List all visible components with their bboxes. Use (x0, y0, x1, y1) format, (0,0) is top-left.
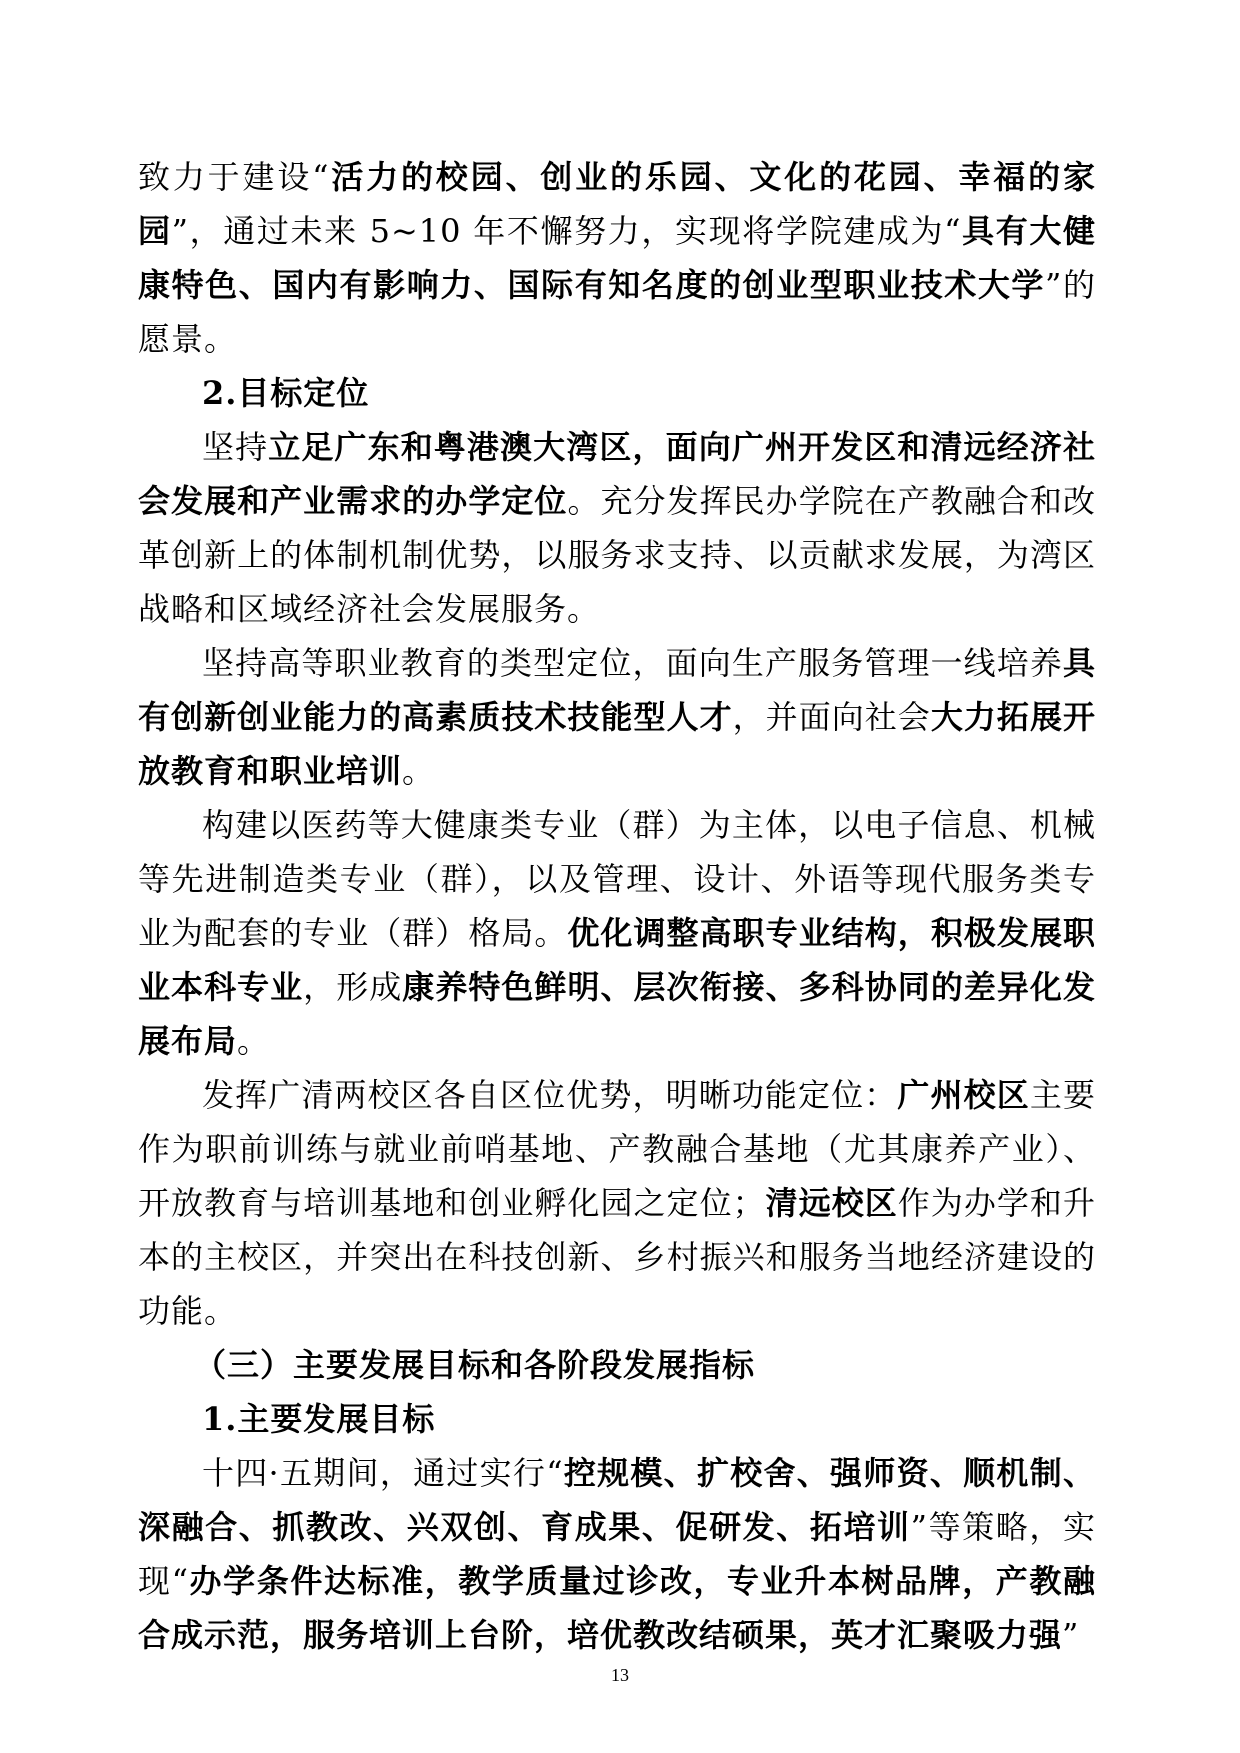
bold-run: 具有大健康特色、国内有影响力、国际有知名度的创业型职业技术大学 (138, 212, 1096, 304)
bold-run: 优化调整高职专业结构，积极发展职业本科专业 (138, 914, 1096, 1006)
positioning-paragraph-3 (138, 798, 1096, 1068)
bold-run: 清远校区 (765, 1184, 898, 1222)
vision-paragraph (138, 150, 1096, 366)
positioning-paragraph-4 (138, 1068, 1096, 1338)
text-run: ” (1062, 1616, 1080, 1654)
text-run: 十四·五期间，通过实行“ (202, 1454, 564, 1492)
body-text (138, 150, 1096, 1662)
text-run: ，形成 (303, 968, 403, 1006)
page-number: 13 (611, 1665, 629, 1685)
text-run: 作为办学和升本的主校区，并突出在科技创新、乡村振兴和服务当地经济建设的功能。 (138, 1184, 1096, 1330)
bold-run: 康养特色鲜明、层次衔接、多科协同的差异化发展布局 (138, 968, 1096, 1060)
text-run: 。 (402, 752, 436, 790)
heading-section-3: （三）主要发展目标和各阶段发展指标 (194, 1346, 756, 1384)
text-run: 坚持 (202, 428, 269, 466)
text-run: 发挥广清两校区各自区位优势，明晰功能定位： (202, 1076, 898, 1114)
text-run: 主要作为职前训练与就业前哨基地、产教融合基地（尤其康养产业）、开放教育与培训基地和创业孵化园之定位； (138, 1076, 1096, 1222)
text-run: 坚持高等职业教育的类型定位，面向生产服务管理一线培养 (202, 644, 1063, 682)
positioning-paragraph-1 (138, 420, 1096, 636)
positioning-paragraph-2 (138, 636, 1096, 798)
text-run: ”，通过未来 5~10 年不懈努力，实现将学院建成为“ (171, 212, 962, 250)
text-run: ，并面向社会 (732, 698, 931, 736)
bold-run: 活力的校园、创业的乐园、文化的花园、幸福的家园 (138, 158, 1096, 250)
text-run: 。充分发挥民办学院在产教融合和改革创新上的体制机制优势，以服务求支持、以贡献求发展，为湾区战略和区域经济社会发展服务。 (138, 482, 1096, 628)
bold-run: 大力拓展开放教育和职业培训 (138, 698, 1096, 790)
text-run: ”的愿景。 (138, 266, 1096, 358)
bold-run: 具有创新创业能力的高素质技术技能型人才 (138, 644, 1096, 736)
heading-main-goals: 1.主要发展目标 (202, 1400, 436, 1438)
heading-target-positioning: 2.目标定位 (202, 374, 370, 412)
text-run: 构建以医药等大健康类专业（群）为主体，以电子信息、机械等先进制造类专业（群），以及管理、设计、外语等现代服务类专业为配套的专业（群）格局。 (138, 806, 1096, 952)
goals-paragraph (138, 1446, 1096, 1662)
bold-run: 立足广东和粤港澳大湾区，面向广州开发区和清远经济社会发展和产业需求的办学定位 (138, 428, 1096, 520)
bold-run: 广州校区 (897, 1076, 1030, 1114)
text-run: ”等策略，实现“ (138, 1508, 1096, 1600)
bold-run: 办学条件达标准，教学质量过诊改，专业升本树品牌，产教融合成示范，服务培训上台阶，培优教改结硕果，英才汇聚吸力强 (138, 1562, 1096, 1654)
text-run: 。 (237, 1022, 271, 1060)
bold-run: 控规模、扩校舍、强师资、顺机制、深融合、抓教改、兴双创、育成果、促研发、拓培训 (138, 1454, 1096, 1546)
text-run: 致力于建设“ (138, 158, 330, 196)
